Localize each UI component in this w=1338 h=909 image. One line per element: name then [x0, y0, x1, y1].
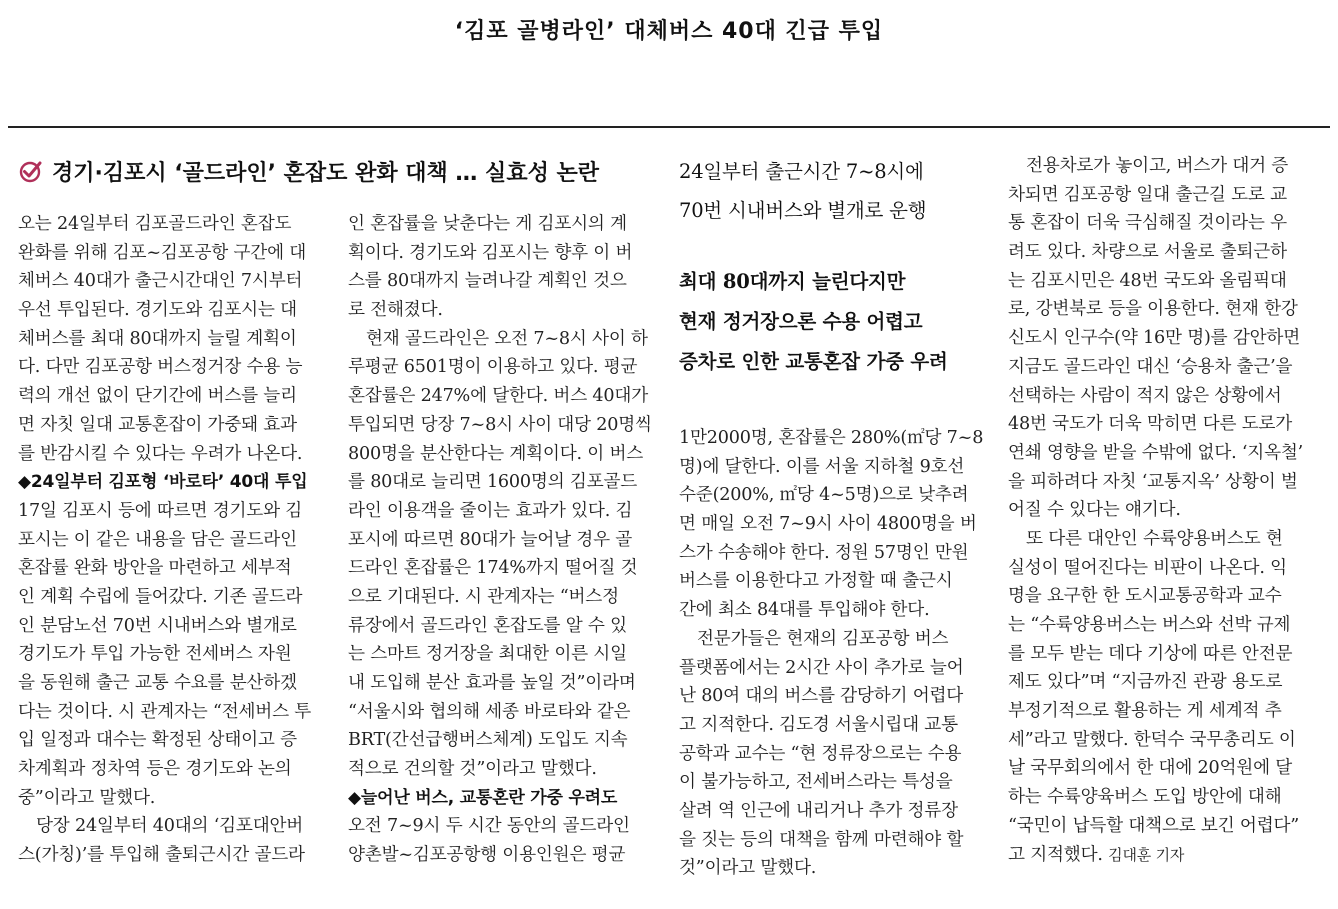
col1-line: 을 동원해 출근 교통 수요를 분산하겠: [18, 673, 297, 693]
subheadline: [18, 155, 599, 187]
col3-line: 을 짓는 등의 대책을 함께 마련해야 할: [679, 829, 964, 850]
col3-line: 간에 최소 84대를 투입해야 한다.: [679, 600, 930, 621]
col1-line: 인 분담노선 70번 시내버스와 별개로: [18, 615, 297, 636]
headline: ‘김포 골병라인’ 대체버스 40대 긴급 투입: [454, 19, 884, 44]
col4-line: 전용차로가 놓이고, 버스가 대거 증: [1026, 156, 1289, 176]
col2-line: 으로 기대된다. 시 관계자는 “버스정: [348, 586, 619, 607]
col3-line: 1만2000명, 혼잡률은 280%(㎡당 7~8: [679, 428, 984, 448]
col3-line: 이 불가능하고, 전세버스라는 특성을: [679, 772, 953, 793]
deck_upper-line: 24일부터 출근시간 7~8시에: [679, 160, 924, 183]
col4-line: “국민이 납득할 대책으로 보긴 어렵다”: [1008, 815, 1300, 836]
col1-line: 포시는 이 같은 내용을 담은 골드라인: [18, 529, 297, 550]
col2-line: 포시에 따르면 80대가 늘어날 경우 골: [348, 529, 633, 550]
col4-line: 또 다른 대안인 수륙양용버스도 현: [1026, 528, 1283, 549]
col4-line: 지금도 골드라인 대신 ‘승용차 출근’을: [1008, 356, 1293, 377]
col4-line: 하는 수륙양육버스 도입 방안에 대해: [1008, 787, 1282, 808]
col1-line: 완화를 위해 김포~김포공항 구간에 대: [18, 242, 307, 263]
col4-line: 려도 있다. 차량으로 서울로 출퇴근하: [1008, 242, 1287, 263]
col2-line: 드라인 혼잡률은 174%까지 떨어질 것: [348, 558, 638, 579]
col2-line: 획이다. 경기도와 김포시는 향후 이 버: [348, 242, 633, 263]
col4-line: 를 모두 받는 데다 기상에 따른 안전문: [1008, 643, 1293, 664]
col1-line: 면 자칫 일대 교통혼잡이 가중돼 효과: [18, 414, 297, 435]
col2-line: 로 전해졌다.: [348, 300, 443, 321]
col1-line: 17일 김포시 등에 따르면 경기도와 김: [18, 500, 303, 521]
col1-line: 스(가칭)’를 투입해 출퇴근시간 골드라: [18, 845, 305, 866]
col2-line: 양촌발~김포공항행 이용인원은 평균: [348, 845, 626, 866]
col4-line: 로, 강변북로 등을 이용한다. 현재 한강: [1008, 299, 1298, 320]
col4-line: 세”라고 말했다. 한덕수 국무총리도 이: [1008, 729, 1296, 750]
col3-line: 살려 역 인근에 내리거나 추가 정류장: [679, 800, 958, 821]
closing-text: 고 지적했다.: [1008, 844, 1103, 865]
col2-line: 는 스마트 정거장을 최대한 이른 시일: [348, 644, 627, 665]
check-circle-icon: [18, 158, 44, 184]
deck-upper: [679, 152, 926, 230]
col2-line: 내 도입해 분산 효과를 높일 것”이라며: [348, 673, 636, 693]
col1-line: 차계획과 정차역 등은 경기도와 논의: [18, 759, 292, 780]
deck-lower: [679, 262, 948, 382]
col4-line: 실성이 떨어진다는 비판이 나온다. 익: [1008, 557, 1287, 578]
col2-line: 오전 7~9시 두 시간 동안의 골드라인: [348, 816, 630, 837]
col3-line: 플랫폼에서는 2시간 사이 추가로 늘어: [679, 657, 964, 678]
col4-line: 어질 수 있다는 얘기다.: [1008, 500, 1181, 521]
col1-line: 우선 투입된다. 경기도와 김포시는 대: [18, 300, 297, 321]
col2-line: BRT(간선급행버스체계) 도입도 지속: [348, 730, 628, 751]
col4-line: 는 김포시민은 48번 국도와 올림픽대: [1008, 270, 1287, 291]
col1-line: 력의 개선 없이 단기간에 버스를 늘리: [18, 386, 297, 407]
col2-line: 투입되면 당장 7~8시 사이 대당 20명씩: [348, 414, 652, 435]
col4-line: 제도 있다”며 “지금까진 관광 용도로: [1008, 672, 1283, 693]
article-column-3: [679, 424, 987, 883]
col4-line: 48번 국도가 더욱 막히면 다른 도로가: [1008, 414, 1293, 435]
column-4-lines: [1008, 152, 1316, 841]
col2-line: 800명을 분산한다는 계획이다. 이 버스: [348, 443, 644, 464]
col2-line: 적으로 건의할 것”이라고 말했다.: [348, 759, 597, 780]
col3-line: 것”이라고 말했다.: [679, 858, 817, 879]
deck_lower-line: 현재 정거장으론 수용 어렵고: [679, 310, 923, 333]
headline-divider: [8, 126, 1330, 128]
article-column-4: [1008, 152, 1316, 869]
deck_lower-line: 증차로 인한 교통혼잡 가중 우려: [679, 350, 948, 373]
col2-line: 를 80대로 늘리면 1600명의 김포골드: [348, 472, 638, 493]
col4-line: 명을 요구한 한 도시교통공학과 교수: [1008, 586, 1282, 607]
col3-line: 전문가들은 현재의 김포공항 버스: [697, 628, 949, 649]
col1-line: 경기도가 투입 가능한 전세버스 자원: [18, 644, 292, 665]
col1-line: ◆24일부터 김포형 ‘바로타’ 40대 투입: [18, 472, 308, 493]
col2-line: 루평균 6501명이 이용하고 있다. 평균: [348, 357, 638, 378]
subheadline-text: 경기·김포시 ‘골드라인’ 혼잡도 완화 대책 … 실효성 논란: [52, 160, 599, 186]
col4-line: 을 피하려다 자칫 ‘교통지옥’ 상황이 벌: [1008, 471, 1298, 492]
col2-line: “서울시와 협의해 세종 바로타와 같은: [348, 701, 631, 722]
col2-line: 스를 80대까지 늘려나갈 계획인 것으: [348, 271, 627, 292]
col3-line: 스가 수송해야 한다. 정원 57명인 만원: [679, 542, 969, 563]
col1-line: 체버스 40대가 출근시간대인 7시부터: [18, 271, 303, 292]
col4-line: 신도시 인구수(약 16만 명)를 감안하면: [1008, 328, 1301, 349]
col3-line: 면 매일 오전 7~9시 사이 4800명을 버: [679, 514, 977, 535]
col1-line: 중”이라고 말했다.: [18, 787, 156, 808]
col2-line: 혼잡률은 247%에 달한다. 버스 40대가: [348, 386, 648, 407]
col4-line: 부정기적으로 활용하는 게 세계적 추: [1008, 701, 1282, 722]
closing-line: [1008, 841, 1316, 870]
col3-line: 명)에 달한다. 이를 서울 지하철 9호선: [679, 456, 965, 477]
col4-line: 통 혼잡이 더욱 극심해질 것이라는 우: [1008, 213, 1287, 234]
col2-line: 라인 이용객을 줄이는 효과가 있다. 김: [348, 500, 633, 521]
col1-line: 입 일정과 대수는 확정된 상태이고 증: [18, 730, 297, 751]
byline: 김대훈 기자: [1108, 845, 1185, 864]
col4-line: 차되면 김포공항 일대 출근길 도로 교: [1008, 184, 1287, 205]
col1-line: 오는 24일부터 김포골드라인 혼잡도: [18, 214, 292, 234]
col3-line: 난 80여 대의 버스를 감당하기 어렵다: [679, 686, 964, 707]
col1-line: 혼잡률 완화 방안을 마련하고 세부적: [18, 558, 292, 579]
col4-line: 날 국무회의에서 한 대에 20억원에 달: [1008, 758, 1293, 779]
col1-line: 다. 다만 김포공항 버스정거장 수용 능: [18, 357, 303, 378]
col1-line: 를 반감시킬 수 있다는 우려가 나온다.: [18, 443, 303, 464]
col4-line: 선택하는 사람이 적지 않은 상황에서: [1008, 385, 1282, 406]
article-column-2: [348, 210, 656, 870]
col3-line: 고 지적한다. 김도경 서울시립대 교통: [679, 714, 958, 735]
deck_lower-line: 최대 80대까지 늘린다지만: [679, 270, 906, 293]
col2-line: ◆늘어난 버스, 교통혼란 가중 우려도: [348, 787, 618, 808]
col2-line: 현재 골드라인은 오전 7~8시 사이 하: [366, 328, 648, 349]
article-column-1: [18, 210, 326, 870]
col1-line: 인 계획 수립에 들어갔다. 기존 골드라: [18, 586, 303, 607]
col3-line: 공학과 교수는 “현 정류장으로는 수용: [679, 743, 962, 764]
col4-line: 는 “수륙양용버스는 버스와 선박 규제: [1008, 615, 1291, 635]
col3-line: 버스를 이용한다고 가정할 때 출근시: [679, 571, 953, 592]
deck_upper-line: 70번 시내버스와 별개로 운행: [679, 199, 927, 222]
col3-line: 수준(200%, ㎡당 4~5명)으로 낮추려: [679, 485, 969, 506]
col1-line: 체버스를 최대 80대까지 늘릴 계획이: [18, 328, 297, 349]
col4-line: 연쇄 영향을 받을 수밖에 없다. ‘지옥철’: [1008, 442, 1304, 463]
col1-line: 당장 24일부터 40대의 ‘김포대안버: [36, 816, 304, 837]
col1-line: 다는 것이다. 시 관계자는 “전세버스 투: [18, 701, 312, 722]
col2-line: 류장에서 골드라인 혼잡도를 알 수 있: [348, 615, 627, 636]
col2-line: 인 혼잡률을 낮춘다는 게 김포시의 계: [348, 214, 627, 234]
